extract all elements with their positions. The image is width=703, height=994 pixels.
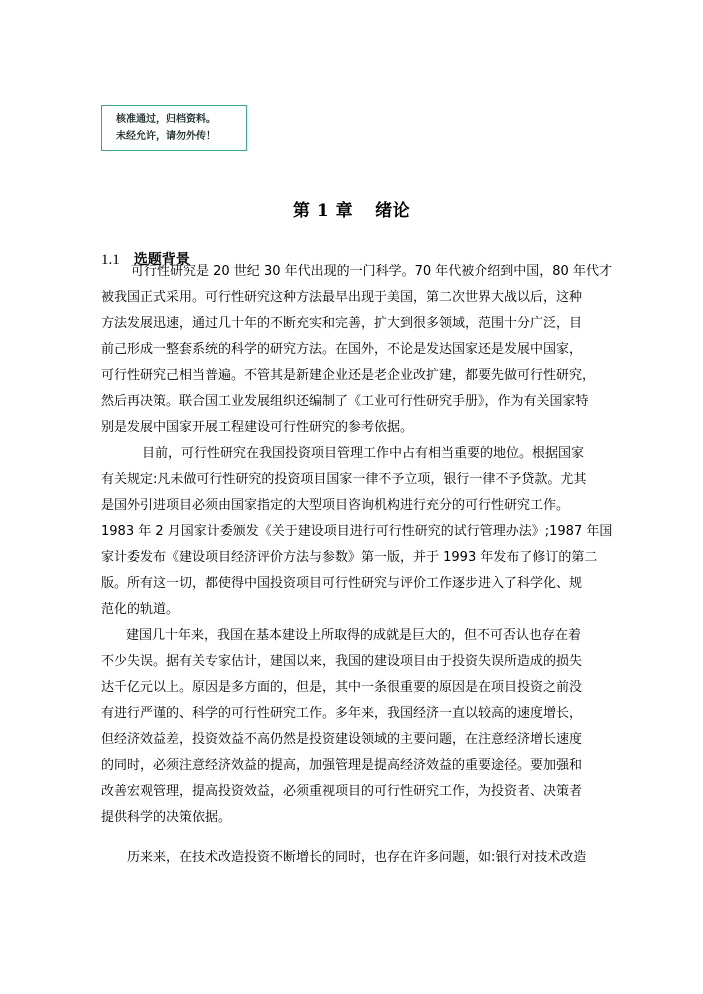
- body-line: 被我国正式采用。可行性研究这种方法最早出现于美国，第二次世界大战以后，这种: [101, 290, 583, 305]
- body-line: 是国外引进项目必须由国家指定的大型项目咨询机构进行充分的可行性研究工作。: [101, 498, 570, 513]
- stamp-line-1: 核准通过，归档资料。: [116, 114, 216, 125]
- body-line: 不少失误。据有关专家估计，建国以来，我国的建设项目由于投资失误所造成的损失: [101, 654, 583, 669]
- body-line: 建国几十年来，我国在基本建设上所取得的成就是巨大的，但不可否认也存在着: [126, 628, 582, 643]
- body-line: 但经济效益差，投资效益不高仍然是投资建设领域的主要问题，在注意经济增长速度: [101, 732, 583, 747]
- body-line: 然后再决策。联合国工业发展组织还编制了《工业可行性研究手册》，作为有关国家特: [101, 394, 589, 409]
- body-line: 前己形成一整套系统的科学的研究方法。在国外，不论是发达国家还是发展中国家，: [101, 342, 583, 357]
- body-line: 家计委发布《建设项目经济评价方法与参数》第一版，并于 1993 年发布了修订的第二: [101, 550, 598, 565]
- body-line: 方法发展迅速，通过几十年的不断充实和完善，扩大到很多领域，范围十分广泛，目: [101, 316, 583, 331]
- body-line: 可行性研究己相当普遍。不管其是新建企业还是老企业改扩建，都要先做可行性研究，: [101, 368, 596, 383]
- body-line: 提供科学的决策依据。: [101, 810, 232, 825]
- body-line: 有关规定:凡未做可行性研究的投资项目国家一律不予立项，银行一律不予贷款。尤其: [101, 472, 587, 487]
- chapter-heading: [0, 196, 703, 221]
- stamp-line-2: 未经允许，请勿外传！: [116, 131, 216, 142]
- body-line: 别是发展中国家开展工程建设可行性研究的参考依据。: [101, 420, 414, 435]
- body-line: 有进行严谨的、科学的可行性研究工作。多年来，我国经济一直以较高的速度增长，: [101, 706, 583, 721]
- section-title: 选题背景: [133, 252, 190, 268]
- body-line: 范化的轨道。: [101, 602, 180, 617]
- body-line: 目前，可行性研究在我国投资项目管理工作中占有相当重要的地位。根据国家: [142, 446, 585, 461]
- section-number: 1.1: [101, 252, 120, 268]
- approval-stamp: [101, 105, 247, 151]
- body-line: 版。所有这一切，都使得中国投资项目可行性研究与评价工作逐步进入了科学化、规: [101, 576, 583, 591]
- body-line: 1983 年 2 月国家计委颁发《关于建设项目进行可行性研究的试行管理办法》;1987 年国: [101, 524, 613, 539]
- chapter-title: 绪论: [375, 201, 411, 221]
- body-line: 可行性研究是 20 世纪 30 年代出现的一门科学。70 年代被介绍到中国，80 年代才: [131, 264, 612, 279]
- body-line: 历来来，在技术改造投资不断增长的同时，也存在许多问题，如:银行对技术改造: [127, 850, 587, 865]
- body-line: 达千亿元以上。原因是多方面的，但是，其中一条很重要的原因是在项目投资之前没: [101, 680, 583, 695]
- chapter-number: 第 1 章: [292, 201, 354, 221]
- body-line: 的同时，必须注意经济效益的提高，加强管理是提高经济效益的重要途径。要加强和: [101, 758, 583, 773]
- body-line: 改善宏观管理，提高投资效益，必须重视项目的可行性研究工作，为投资者、决策者: [101, 784, 583, 799]
